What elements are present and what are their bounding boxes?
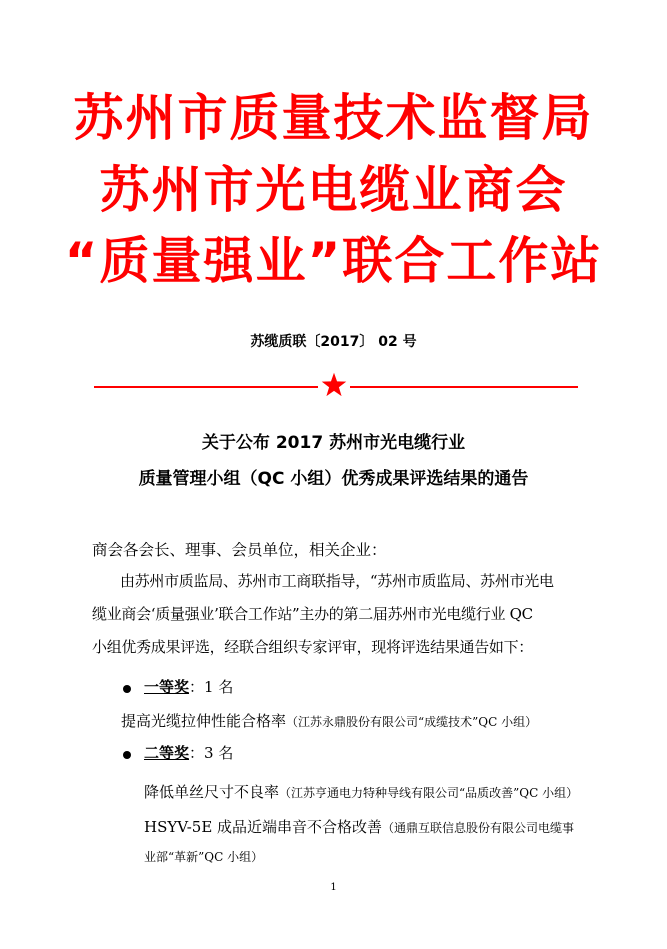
prize-level: 二等奖 <box>144 744 190 762</box>
bullet-icon <box>123 751 131 759</box>
body-line: 小组优秀成果评选，经联合组织专家评审，现将评选结果通告如下： <box>92 638 534 656</box>
bullet-icon <box>123 685 131 693</box>
page-number: 1 <box>330 882 337 893</box>
award-item-title: 降低单丝尺寸不良率 <box>144 783 280 801</box>
header-line-2: 苏州市光电缆业商会 <box>99 161 568 219</box>
prize-count: ：1 名 <box>189 678 234 696</box>
prize-count: ：3 名 <box>189 744 234 762</box>
award-item-title: HSYV-5E 成品近端串音不合格改善 <box>144 818 383 836</box>
header-line-3: “质量强业”联合工作站 <box>64 232 603 290</box>
award-item-org: （江苏亨通电力特种导线有限公司“品质改善”QC 小组） <box>279 786 579 800</box>
award-item <box>144 781 578 802</box>
prize-level: 一等奖 <box>144 678 190 696</box>
award-item-org: （通鼎互联信息股份有限公司电缆事 <box>382 821 575 835</box>
document-number: 苏缆质联〔2017〕 02 号 <box>250 334 417 350</box>
header-line-1: 苏州市质量技术监督局 <box>73 89 594 147</box>
award-item <box>121 710 537 731</box>
award-item <box>144 816 574 837</box>
body-line: 缆业商会‘质量强业’联合工作站”主办的第二届苏州市光电缆行业 QC <box>92 605 533 623</box>
prize-heading-first <box>144 676 233 697</box>
award-item-org: （江苏永鼎股份有限公司“成缆技术”QC 小组） <box>286 715 538 729</box>
salutation: 商会各会长、理事、会员单位，相关企业： <box>92 541 387 559</box>
notice-title-line-2: 质量管理小组（QC 小组）优秀成果评选结果的通告 <box>138 469 529 489</box>
prize-heading-second <box>144 742 233 763</box>
notice-title-line-1: 关于公布 2017 苏州市光电缆行业 <box>201 433 466 453</box>
award-item-org-continued: 业部“革新”QC 小组） <box>144 850 264 864</box>
red-rule-right <box>350 386 578 388</box>
red-rule-left <box>94 386 318 388</box>
star-icon <box>320 371 348 399</box>
body-line: 由苏州市质监局、苏州市工商联指导，“苏州市质监局、苏州市光电 <box>120 572 554 590</box>
award-item-title: 提高光缆拉伸性能合格率 <box>121 712 287 730</box>
